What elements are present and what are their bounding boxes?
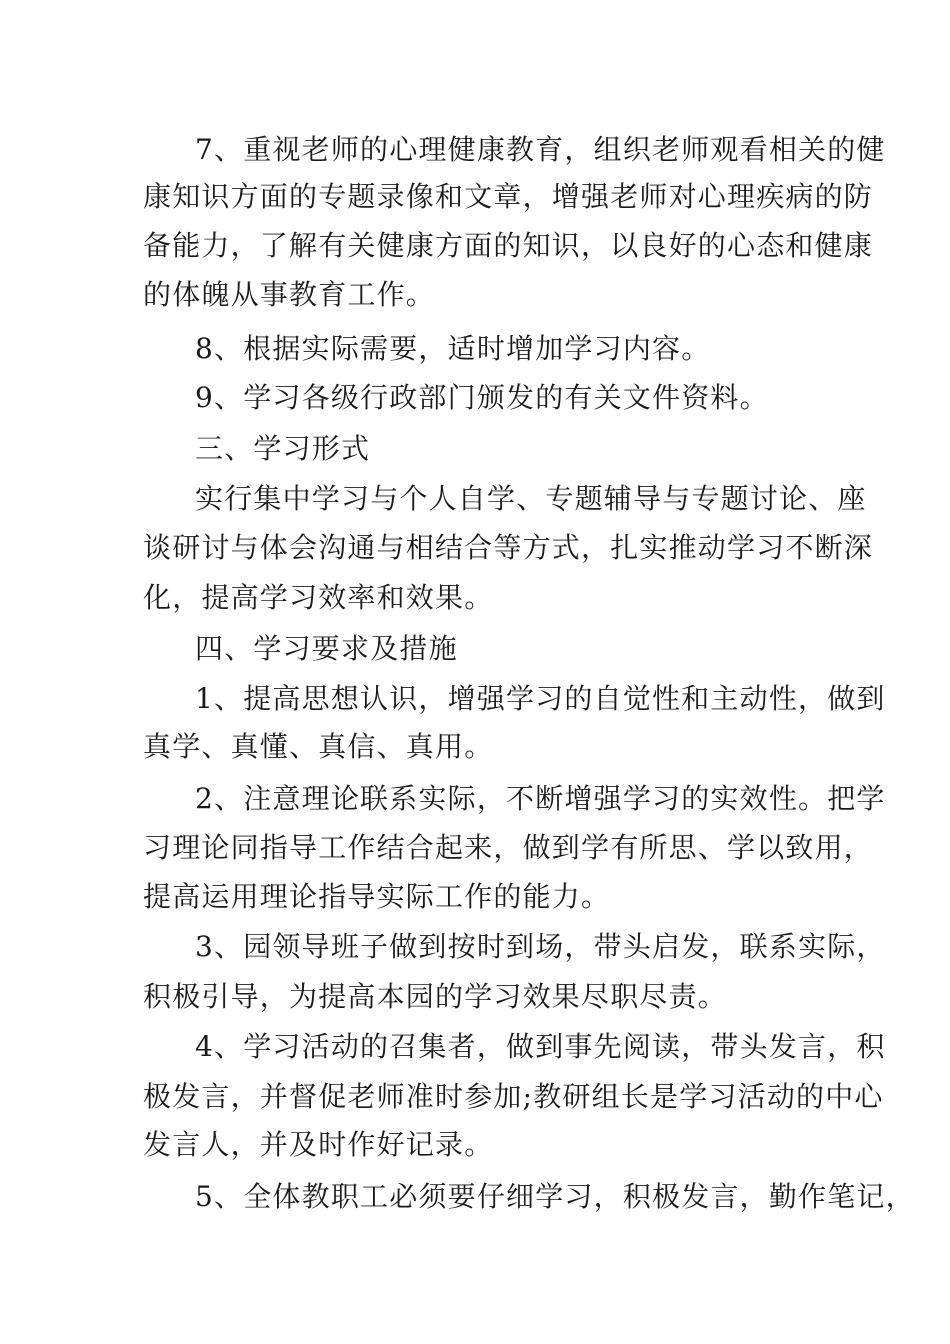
text-line: 提高运用理论指导实际工作的能力。 [143, 880, 611, 913]
text-line: 积极引导，为提高本园的学习效果尽职尽责。 [143, 980, 728, 1013]
text-line: 7、重视老师的心理健康教育，组织老师观看相关的健 [195, 133, 886, 166]
text-line: 9、学习各级行政部门颁发的有关文件资料。 [195, 381, 769, 414]
text-line: 习理论同指导工作结合起来，做到学有所思、学以致用， [143, 831, 874, 864]
text-line: 5、全体教职工必须要仔细学习，积极发言，勤作笔记， [195, 1180, 915, 1213]
text-line: 3、园领导班子做到按时到场，带头启发，联系实际， [195, 930, 886, 963]
text-line: 实行集中学习与个人自学、专题辅导与专题讨论、座 [195, 482, 867, 515]
section-heading: 三、学习形式 [195, 432, 371, 465]
text-line: 发言人，并及时作好记录。 [143, 1128, 494, 1161]
text-line: 1、提高思想认识，增强学习的自觉性和主动性，做到 [195, 682, 886, 715]
text-line: 备能力，了解有关健康方面的知识，以良好的心态和健康 [143, 229, 874, 262]
text-line: 8、根据实际需要，适时增加学习内容。 [195, 332, 711, 365]
text-line: 康知识方面的专题录像和文章，增强老师对心理疾病的防 [143, 180, 874, 213]
text-line: 化，提高学习效率和效果。 [143, 581, 494, 614]
text-line: 极发言，并督促老师准时参加;教研组长是学习活动的中心 [143, 1080, 884, 1113]
text-line: 4、学习活动的召集者，做到事先阅读，带头发言，积 [195, 1030, 886, 1063]
text-line: 谈研讨与体会沟通与相结合等方式，扎实推动学习不断深 [143, 531, 874, 564]
text-line: 的体魄从事教育工作。 [143, 278, 436, 311]
text-line: 2、注意理论联系实际，不断增强学习的实效性。把学 [195, 782, 886, 815]
text-line: 真学、真懂、真信、真用。 [143, 730, 494, 763]
section-heading: 四、学习要求及措施 [195, 632, 458, 665]
